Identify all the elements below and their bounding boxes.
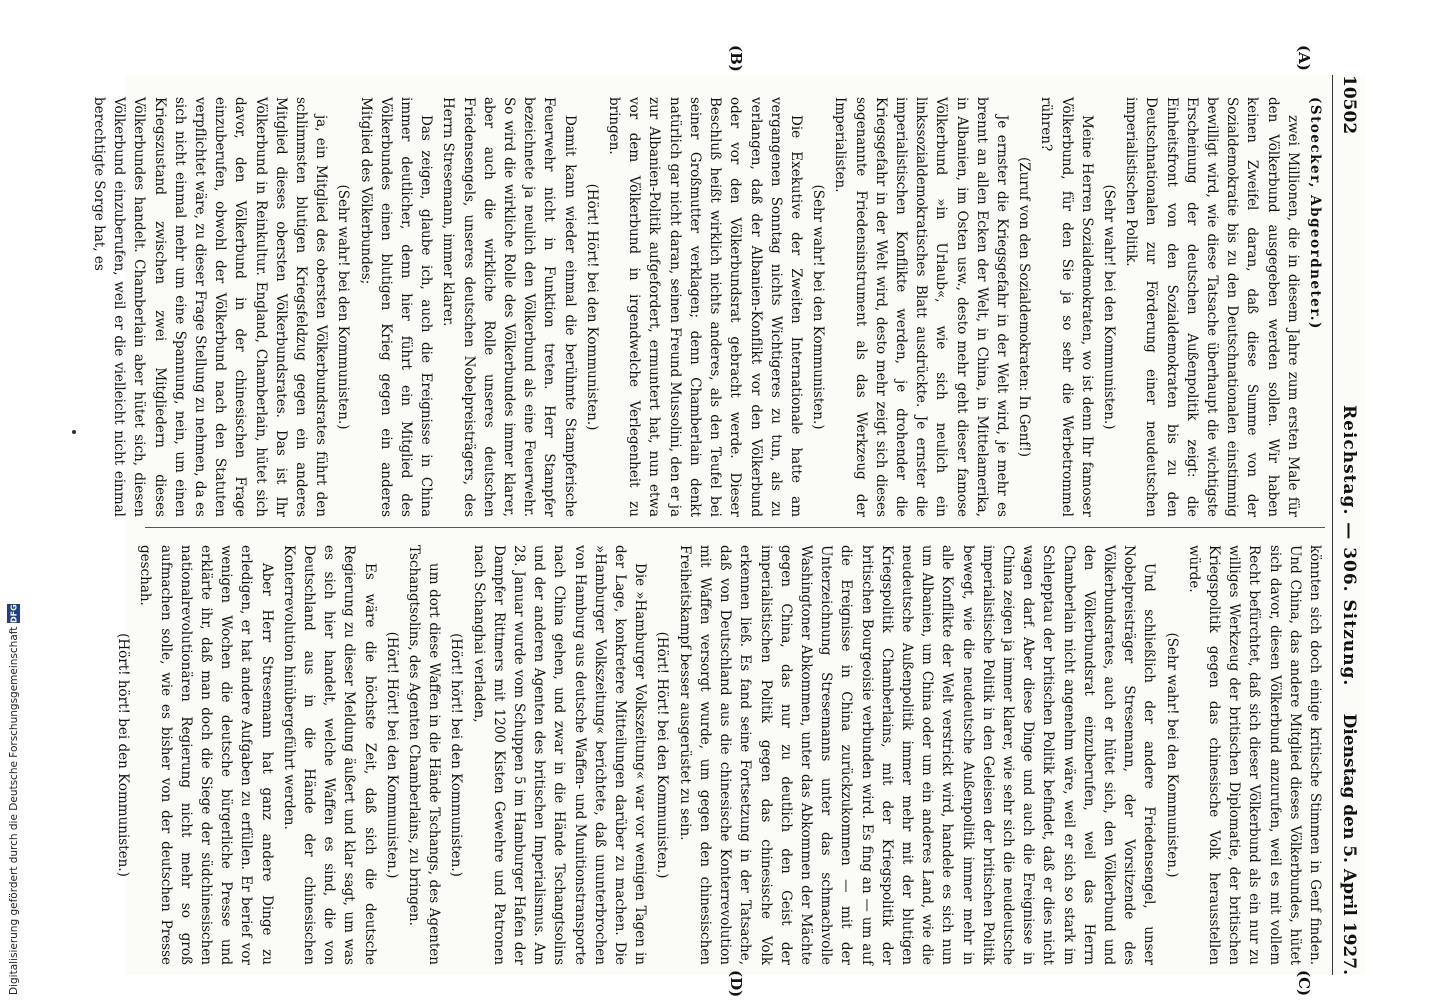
paragraph: ja, ein Mitglied des obersten Völkerbundsrates führt den schlimmsten blutigen Kriegsfeldzug gegen ein anderes Mitglied dieses obersten Völkerbundsrates. Das ist Ihr Völkerbund in Reinkultur. England, Chamberlain, hütet sich davor, den Völkerbund in der chinesischen Frage einzuberufen, obwohl der Völkerbund nach den Statuten verpflichtet wäre, zu dieser Frage Stellung zu nehmen, da es sich nicht einmal mehr um eine Spannung, nein, um einen Kriegszustand zwischen zwei Mitgliedern dieses Völkerbundes handelt. Chamberlain aber hütet sich, diesen Völkerbund einzuberufen, weil er die vielleicht nicht einmal berechtigte Sorge hat, es: [91, 97, 330, 517]
interjection: (Hört! hört! bei den Kommunisten.): [448, 633, 465, 877]
margin-mark-d: (D): [727, 970, 745, 998]
digitization-text: Digitalisierung gefördert durch die Deutsche Forschungsgemeinschaft: [8, 626, 20, 995]
dfg-logo: DFG: [9, 603, 19, 623]
interjection: (Hört! Hört! bei den Kommunisten.): [383, 631, 400, 879]
paragraph: Je ernster die Kriegsgefahr in der Welt wird, je mehr es brennt an allen Ecken der Welt, in China, in Mittelamerika, in Albanien, im Osten usw., desto mehr geht dieser famose Völkerbund »in Urlaub«, wie sich neulich ein linkssozialdemokratisches Blatt ausdrückte. Je ernster die imperialistischen Konflikte werden, je drohender die Kriegsgefahr in der Welt wird, desto mehr zeigt sich dieses sogenannte Friedensinstrument als das Werkzeug der Imperialisten.: [832, 97, 1010, 517]
margin-mark-a: (A): [1295, 45, 1313, 71]
header-rule: [1332, 75, 1333, 975]
interjection: (Sehr wahr! bei den Kommunisten.): [335, 184, 352, 430]
interjection: (Hört! hört! bei den Kommunisten.): [115, 633, 132, 877]
page-title: Reichstag. — 306. Sitzung.: [1339, 405, 1359, 687]
paragraph: Aber Herr Stresemann hat ganz andere Dinge zu erledigen, er hat andere Aufgaben zu erfüllen. Er berief vor wenigen Wochen die deutsche bürgerliche Presse und erklärte ihr, daß man doch die Siege der südchinesischen nationalrevolutionären Regierung nicht mehr so groß aufmachen solle, wie es bisher von der deutschen Presse geschah.: [137, 545, 275, 965]
interjection: (Sehr wahr! bei den Kommunisten.): [810, 184, 827, 430]
interjection: (Sehr wahr! bei den Kommunisten.): [1163, 632, 1180, 878]
paragraph: Die »Hamburger Volkszeitung« war vor wenigen Tagen in der Lage, konkretere Mitteilungen darüber zu machen. Die »Hamburger Volkszeitung« berichtete, daß ununterbrochen von Hamburg aus deutsche Waffen- und Munitionstransporte nach China gehen, und zwar in die Hände Tschangtsolins und der anderen Agenten des britischen Imperialismus. Am 28. Januar wurde vom Schuppen 5 im Hamburger Hafen der Dampfer Rittmers mit 1200 Kisten Gewehre und Patronen nach Schanghai verladen,: [470, 545, 649, 965]
paragraph: Die Exekutive der Zweiten Internationale hatte am vergangenen Sonntag nichts Wichtigeres zu tun, als zu verlangen, daß der Albanien-Konflikt vor den Völkerbund oder vor den Völkerbundsrat gebracht werde. Dieser Beschluß heißt wirklich nichts anderes, als den Teufel bei seiner Großmutter verklagen; denn Chamberlain denkt natürlich gar nicht daran, seinen Freund Mussolini, den er ja zur Albanien-Politik aufgefordert, ermuntert hat, nun etwa vor dem Völkerbund in irgendwelche Verlegenheit zu bringen.: [606, 97, 804, 517]
paragraph: Damit kann wieder einmal die berühmte Stampferische Feuerwehr nicht in Funktion treten. Herr Stampfer bezeichnete ja neulich den Völkerbund als eine Feuerwehr. So wird die wirkliche Rolle des Völkerbundes immer klarer, aber auch die wirkliche Rolle unseres deutschen Friedensengels, unseres deutschen Nobelpreisträgers, des Herrn Stresemann, immer klarer.: [440, 97, 578, 517]
paragraph: Das zeigen, glaube ich, auch die Ereignisse in China immer deutlicher, denn hier führt ein Mitglied des Völkerbundes einen blutigen Krieg gegen ein anderes Mitglied des Völkerbundes;: [357, 97, 435, 517]
margin-mark-c: (C): [1295, 970, 1313, 997]
paragraph: Meine Herren Sozialdemokraten, wo ist denn Ihr famoser Völkerbund, für den Sie ja so sehr die Werbetrommel rühren?: [1038, 97, 1095, 517]
scan-speck: [72, 430, 76, 434]
right-column: [111, 545, 1325, 965]
digitization-note: [6, 605, 22, 995]
paragraph: Und schließlich der andere Friedensengel, unser Nobelpreisträger Stresemann, der Vorsitzende des Völkerbundsrates, auch er hütet sich, den Völkerbund und den Völkerbundsrat einzuberufen, weil das Herrn Chamberlain nicht angenehm wäre, weil er sich so stark im Schlepptau der britischen Politik befindet, daß er dies nicht wagen darf. Aber diese Dinge und auch die Ereignisse in China zeigen ja immer klarer, wie sehr sich die neudeutsche imperialistische Politik in den Geleisen der britischen Politik bewegt, wie die neudeutsche Außenpolitik immer mehr in alle Konflikte der Welt verstrickt wird, handele es sich nun um Albanien, um China oder um ein anderes Land, wie die neudeutsche Außenpolitik immer mehr mit der blutigen Kriegspolitik Chamberlains, mit der Kriegspolitik der britischen Bourgeoisie verbunden wird. Es fing an — um auf die Ereignisse in China zurückzukommen — mit der Unterzeichnung Stresemanns unter das schmachvolle Washingtoner Abkommen, unter das Abkommen der Mächte gegen China, das nur zu deutlich den Geist der imperialistischen Politik gegen das chinesische Volk erkennen ließ. Es fand seine Fortsetzung in der Tatsache, daß von Deutschland aus die chinesische Konterrevolution mit Waffen versorgt wurde, um gegen den chinesischen Freiheitskampf besser ausgerüstet zu sein.: [676, 545, 1158, 965]
interjection: (Sehr wahr! bei den Kommunisten.): [1100, 184, 1117, 430]
session-date: Dienstag den 5. April 1927.: [1339, 713, 1359, 975]
column-divider: [145, 527, 1325, 528]
paragraph: um dort diese Waffen in die Hände Tschangs, des Agenten Tschangtsolins, des Agenten Chamberlains, zu bringen.: [406, 545, 443, 965]
paragraph: Es wäre die höchste Zeit, daß sich die deutsche Regierung zu dieser Meldung äußert und klar sagt, um was es sich hier handelt, welche Waffen es sind, die von Deutschland aus in die Hände der chinesischen Konterrevolution hinübergeführt werden.: [280, 545, 378, 965]
paragraph: zwei Millionen, die in diesem Jahre zum ersten Male für den Völkerbund ausgegeben werden sollen. Wir haben keinen Zweifel daran, daß diese Summe von der Sozialdemokratie bis zu den Deutschnationalen einstimmig bewilligt wird, wie diese Tatsache überhaupt die wichtigste Erscheinung der deutschen Außenpolitik zeigt: die Einheitsfront von den Sozialdemokraten bis zu den Deutschnationalen zur Förderung einer neudeutschen imperialistischen Politik.: [1123, 97, 1301, 517]
page-header: [1335, 75, 1359, 975]
interjection: (Hört! Hört! bei den Kommunisten.): [583, 183, 600, 431]
page-number: 10502: [1339, 75, 1359, 135]
document-page: [91, 45, 1365, 998]
margin-mark-b: (B): [727, 45, 745, 72]
speaker-line: (Stoecker, Abgeordneter.): [1307, 97, 1323, 330]
interjection: (Zuruf von den Sozialdemokraten: In Genf!): [1016, 157, 1033, 457]
paragraph: könnten sich doch einige kritische Stimmen in Genf finden. Und China, das andere Mitglied dieses Völkerbundes, hütet sich davor, diesen Völkerbund anzurufen, weil es mit vollem Recht befürchtet, daß sich dieser Völkerbund als ein nur zu williges Werkzeug der britischen Diplomatie, der britischen Kriegspolitik gegen das chinesische Volk herausstellen würde.: [1185, 545, 1323, 965]
interjection: (Hört! Hört! bei den Kommunisten.): [654, 631, 671, 879]
left-column: [87, 97, 1325, 517]
